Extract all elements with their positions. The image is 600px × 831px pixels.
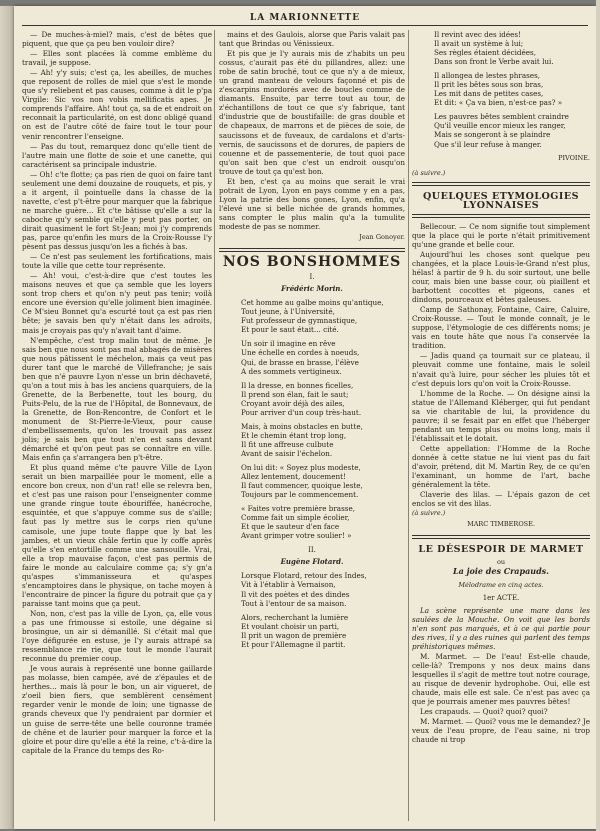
- etymology-signature: MARC TIMBEROSE.: [467, 520, 535, 529]
- col1-paragraph: — Ah! voui, c'est-à-dire que c'est toutes les maisons neuves et que ça semble que les loyers sont trop chers et qu'on n'y peut pas tenir; voilà encore une éversion qu'elle joliment bien imaginée. Ce M'sieu Bonnet qu'a escurté tout ça est pas rien bête; je savais ben qu'y n'était dans les adroits, mais je croyais pas qu'y n'avait tant d'aime.: [22, 271, 212, 335]
- etymology-paragraph: Camp de Sathonay, Fontaine, Caire, Caluire, Croix-Rousse. — Tout le monde connaît, je le suppose, l'étymologie de ces différents noms; je vais en toute hâte que nous l'a conservée la tradition.: [412, 305, 590, 351]
- verse-line: A des sommets vertigineux.: [241, 366, 342, 376]
- verse-line: Et le chemin étant trop long,: [241, 430, 347, 440]
- page-title: LA MARIONNETTE: [249, 13, 361, 23]
- section-number: I.: [309, 273, 315, 282]
- verse-line: Pour arriver d'un coup très-haut.: [241, 407, 362, 417]
- verse-stanza: [219, 298, 405, 334]
- verse-line: Il prit un wagon de première: [241, 630, 347, 640]
- col1-paragraph: Et plus quand même c'te pauvre Ville de Lyon serait un bien marpaillée pour le moment, elle a encore bon creux, non d'un rat! elle se relevra ben, et c'est pas une raison pour l'enseignenter comme une grande ringue toute ébouriffée, hanécroche, esquintée, et que s'appuye comme sus de s'aille; faut pas ly mettre sus le corps rien qu'une camisole, une jupe toute flappe que ly bat les jambes, et un vieux châle fertin que ly coffe après qu'elle s'en entortille comme une sansouille. Vrai, elle a trop mauvaise façon, c'est pas permis de faire le monde au calculaire comme ça; s'y gn'a qu'aspes s'immanisseura et qu'aspes s'encamptoires dans le physique, on tache moyen à l'encontraire de pincer la figure du potrait que ça y paraisse tant moins que ça peut.: [22, 463, 212, 608]
- verse-line: Il avait un système à lui;: [434, 39, 524, 49]
- section-headline: NOS BONSHOMMES: [222, 254, 402, 271]
- column-2: [219, 30, 405, 654]
- verse-line: Et pour le saut était... cité.: [241, 325, 339, 335]
- poem-title: Frédéric Morin.: [281, 284, 343, 294]
- section-headline: QUELQUES ETYMOLOGIES LYONNAISES: [423, 190, 579, 211]
- poem-signature: PIVOINE.: [558, 153, 590, 162]
- verse-stanza: [219, 504, 405, 540]
- verse-line: Et dit: « Ça va bien, n'est-ce pas? »: [434, 98, 563, 108]
- verse-line: Vit à l'établir à Vernaison,: [241, 580, 336, 590]
- column-divider-2: [408, 30, 409, 821]
- verse-line: Tout jeune, à l'Université,: [241, 307, 335, 317]
- page-edge: [596, 0, 600, 831]
- header-rule: [22, 25, 588, 26]
- verse-stanza: [219, 381, 405, 417]
- verse-stanza: [412, 112, 590, 148]
- section-rule: [219, 248, 405, 252]
- verse-line: Allez lentement, doucement!: [241, 472, 346, 482]
- verse-line: Comme fait un simple écolier,: [241, 513, 350, 523]
- verse-line: Alors, recherchant la lumière: [241, 612, 349, 622]
- verse-line: Un soir il imagine en rêve: [241, 339, 336, 349]
- verse-line: On lui dit: « Soyez plus modeste,: [241, 462, 361, 472]
- col1-paragraph: — Pas du tout, remarquez donc qu'elle tient de l'autre main une flotte de soie et une canette, qui caractérisent sa principale industrie.: [22, 141, 212, 169]
- verse-stanza: [219, 463, 405, 499]
- column-3: [412, 30, 590, 745]
- verse-line: Les mit dans de petites cases,: [434, 89, 544, 99]
- col1-paragraph: — Elles sont placées là comme emblème du travail, je suppose.: [22, 49, 212, 68]
- col1-paragraph: Je vous aurais à représenté une bonne gaillarde pas molasse, bien campée, avé de z'épaules et de herthes... mais là pour le bon, un air vigueret, de z'oeil bien fiers, que semblèrent censément regarder venir le monde de loin; une tignasse de grands cheveux que l'y pendraient par dormier et un guise de serre-tête une belle couronne tramée de chêne et de laurier pour marquer la force et la gloire et pour dire qu'elle a été la reine, c't-à-dire la capitale de la France du temps des Ro-: [22, 664, 212, 755]
- verse-line: Mais se songeront à se plaindre: [434, 130, 551, 140]
- verse-line: Qui, de brasse en brasse, l'élève: [241, 357, 359, 367]
- play-dialogue: M. Marmet. — De l'eau! Est-elle chaude, celle-là? Trempons y nos deux mains dans lesquelles il s'agit de mettre tout notre courage, au risque de devenir hydrophobe. Oui, elle est chaude, mais elle est sale. Ce n'est pas avec ça que je pourrais amener mes pauvres bêtes!: [412, 651, 590, 706]
- verse-line: Mais, à moins obstacles en butte,: [241, 421, 363, 431]
- section-rule: [412, 214, 590, 218]
- to-be-continued: (à suivre.): [412, 168, 446, 177]
- verse-stanza: [219, 613, 405, 649]
- col2-paragraph: Et pis que je l'y aurais mis de z'habits un peu cossus, c'aurait pas été du pillandres, allez: une robe de satin broché, tout ce que n'y a de mieux, un grand manteau de velours façonné et pis de z'escarpins mordorés avec de boucles comme de diamants. Ensuite, par terre tout au tour, de z'échantillons de tout ce que s'y fabrique, tant d'industrie que de boustifaille: de gras double et de chapeaux, de marrons et de pièces de soie, de saucissons et de fuveaux, de cardalons et d'arts-vernis, de saucissons et de dorures, de papiers de couenne et de passementerie, de tout quoi pace qu'on sait ben que c'est un endroit ousqu'on trouve de tout ça qu'est bon.: [219, 49, 405, 176]
- play-dialogue: M. Marmet. — Quoi? vous me le demandez? Je veux de l'eau propre, de l'eau saine, ni trop chaude ni trop: [412, 717, 590, 745]
- poem-title: Eugène Flotard.: [280, 557, 344, 567]
- etymology-paragraph: Claverie des lilas. — L'épais gazon de cet enclos se vit des lilas.: [412, 490, 590, 509]
- etymology-paragraph: — Jadis quand ça tournait sur ce plateau, il pleuvait comme une fontaine, mais le soleil n'avait qu'à luire, pour sécher les pluies tôt et c'est depuis lors qu'on voit la Croix-Rousse.: [412, 351, 590, 388]
- verse-line: Il vit des poètes et des dindes: [241, 589, 350, 599]
- col2-signature: Jean Gonoyer.: [359, 233, 405, 242]
- act-heading: 1er ACTE.: [482, 594, 520, 603]
- verse-line: « Faites votre première brasse,: [241, 504, 355, 514]
- page-binding-edge: [0, 6, 14, 829]
- verse-line: Il fit une affreuse culbute: [241, 439, 334, 449]
- verse-line: Ses règles étaient décidées,: [434, 48, 537, 58]
- verse-line: Une échelle en cordes à noeuds,: [241, 348, 360, 358]
- newspaper-page: [14, 6, 596, 829]
- section-rule: [412, 182, 590, 186]
- stage-direction: La scène représente une mare dans les saulées de la Mouche. On voit que les bords n'en sont pas marqués, et à ce qui partie pour des rives, il y a des ruines qui parlent des temps préhistoriques mêmes.: [412, 605, 590, 651]
- verse-line: Toujours par le commencement.: [241, 490, 359, 500]
- verse-line: Croyant avoir déjà des ailes,: [241, 398, 345, 408]
- verse-line: Et que le sauteur d'en face: [241, 522, 340, 532]
- play-ou: ou: [496, 558, 506, 567]
- play-genre: Mélodrame en cinq actes.: [458, 581, 544, 590]
- verse-stanza: [412, 30, 590, 66]
- verse-line: Avant de saisir l'échelon.: [241, 448, 333, 458]
- poem-continuation: [412, 30, 590, 149]
- verse-stanza: [219, 571, 405, 607]
- verse-stanza: [412, 71, 590, 107]
- col2-paragraph: Et ben, c'est ça au moins que serait le vrai potrait de Lyon, Lyon en pays comme y en a pas, Lyon la patrie des bons gones, Lyon, enfin, qu'a l'élevé une si belle nichée de grands hommes, sans compter le plus malin qu'a la tumulite modeste de pas se nommer.: [219, 176, 405, 231]
- verse-line: Il faut commencer, quoique leste,: [241, 481, 363, 491]
- column-divider-1: [214, 30, 215, 821]
- col2-paragraph: mains et des Gaulois, alorse que Paris valait pas tant que Brindas ou Vénissieux.: [219, 30, 405, 49]
- section-rule: [412, 535, 590, 539]
- verse-line: Avant grimper votre soulier! »: [241, 531, 352, 541]
- verse-line: Il prend son élan, fait le saut;: [241, 389, 349, 399]
- section-number: II.: [308, 546, 316, 555]
- col1-paragraph: — Ah! y'y suis; c'est ça, les abeilles, de muches que reposent de rolles de miel que s'est le monde que s'y reliebent et pas causes, comme à dit le p'pa Virgile: Sic vos non vobis mellificatis apes. Je comprends l'affaire. Ah! tout ça, sa de et endroit on reconnait la particularité, on est donc obligé quand on est de l'autre côté de faire tout le tour pour venir rencontrer l'enseigne.: [22, 68, 212, 141]
- col1-paragraph: — Oh! c'te flotte; ça pas rien de quoi on faire tant seulement une demi douzaine de rouquets, et pis, y a it argent, il pointuelle dans la chasse de la navette, c'est p't-être pour marquer que la fabrique ne marche guère... Et c'te bâtisse qu'elle a sur la caboche qu'y semble qu'elle y peut pas porter, on dirait quasiment le fort St-Jean; moi j'y comprends pas, parce qu'enfin les murs de la Croix-Rousse l'y pèsent pas dessus jusqu'on les a fichés à bas.: [22, 169, 212, 252]
- verse-line: Il allongea de lestes phrases,: [434, 71, 541, 81]
- col1-paragraph: — De muches-à-miel? mais, c'est de bêtes que piquent, que que ça peu ben vouloir dire?: [22, 30, 212, 49]
- verse-line: Que s'il leur refuse à manger.: [434, 139, 542, 149]
- verse-line: Il revint avec des idées!: [434, 30, 521, 39]
- etymology-paragraph: Cette appellation: l'Homme de la Roche donnée à cette statue ne lui vient pas du fait d'avoir, prétend, dit M. Martin Rey, de ce qu'en l'examinant, un homme de l'art, bache généralement la tête.: [412, 443, 590, 490]
- verse-line: Les pauvres bêtes semblent craindre: [434, 112, 569, 122]
- etymology-paragraph: L'homme de la Roche. — On désigne ainsi la statue de l'Allemand Kléberger, qui fut pendant sa vie charitable de lui, la providence du pauvre; il se fesait par en effet que l'héberger pendant un temps plus ou moins long, mais il l'établissait et le dotait.: [412, 388, 590, 443]
- poem-1: [219, 298, 405, 540]
- verse-line: Lorsque Flotard, retour des Indes,: [241, 571, 367, 581]
- col1-paragraph: Non, non, c'est pas la ville de Lyon, ça, elle vous a pas une frimousse si estoile, une dégaine si brosingue, un air si démanillé. Si c'était mal que l'oye défigurée en estuse, je l'y aurais attrapé sa ressemblance rie rie, que tout le monde l'aurait reconnue du premier coup.: [22, 608, 212, 664]
- play-subtitle: La joie des Crapauds.: [453, 566, 549, 577]
- to-be-continued: (à suivre.): [412, 509, 446, 518]
- verse-line: Il la dresse, en bonnes ficelles,: [241, 380, 354, 390]
- verse-line: Et pour l'Allemagne il partit.: [241, 639, 346, 649]
- verse-line: Dans son front le Verbe avait lui.: [434, 57, 554, 67]
- col1-paragraph: N'empêche, c'est trop malin tout de même. Je sais ben que nous sont pas mal abbagés de misères que nous pâtissent le méchelon, mais ça veut pas durer tant que le marché de Villefranche; je sais ben que n'é pauvre Lyon n'esse un brin déchaveté, qu'on a tout mis à bas les anciens quarquiers, de la Grenette, de la Berbenette, tout les bourg, du Puits-Pelu, de la rue de l'Hôpital, de Bonnevaux, de la Grenette, de Bon-Rencontre, de Confort et le monument de St-Pierre-le-Vieux, pour cause d'embellissements, qu'on les trouvait pas assez jolis; je sais ben que tout n'en est sans devant démarché et qu'on peut pas se connaître en ville. Mais enfin ça s'arrangera ben p't-être.: [22, 335, 212, 463]
- verse-stanza: [219, 422, 405, 458]
- verse-line: Fut professeur de gymnastique,: [241, 316, 358, 326]
- verse-line: Tout à l'entour de sa maison.: [241, 598, 347, 608]
- verse-line: Et voulant choisir un parti,: [241, 621, 340, 631]
- poem-2: [219, 571, 405, 648]
- etymology-paragraph: Aujourd'hui les choses sont quelque peu changées, et la place Louis-le-Grand n'est plus, hélas! à partir de 9 h. du soir surtout, une belle cour, mais bien une basse cour, où piaillent et barbottent cocottes et pigeons, canes et dindons, pourceaux et bêtes galeuses.: [412, 249, 590, 305]
- verse-line: Il prit les bêtes sous son bras,: [434, 80, 544, 90]
- verse-line: Cet homme au galbe moins qu'antique,: [241, 298, 384, 308]
- page-header: [14, 6, 596, 28]
- etymology-paragraph: Bellecour. — Ce nom signifie tout simplement que la place qui le porte n'était primitivement qu'une grande et belle cour.: [412, 221, 590, 249]
- play-title: LE DÉSESPOIR DE MARMET: [418, 544, 584, 556]
- column-1: [22, 30, 212, 756]
- play-dialogue: Les crapauds. — Quoi? quoi? quoi?: [420, 707, 548, 717]
- verse-line: Qu'il veuille encor mieux les ranger,: [434, 121, 566, 131]
- col1-paragraph: — Ce n'est pas seulement les fortifications, mais toute la ville que cette tour représente.: [22, 252, 212, 271]
- verse-stanza: [219, 339, 405, 375]
